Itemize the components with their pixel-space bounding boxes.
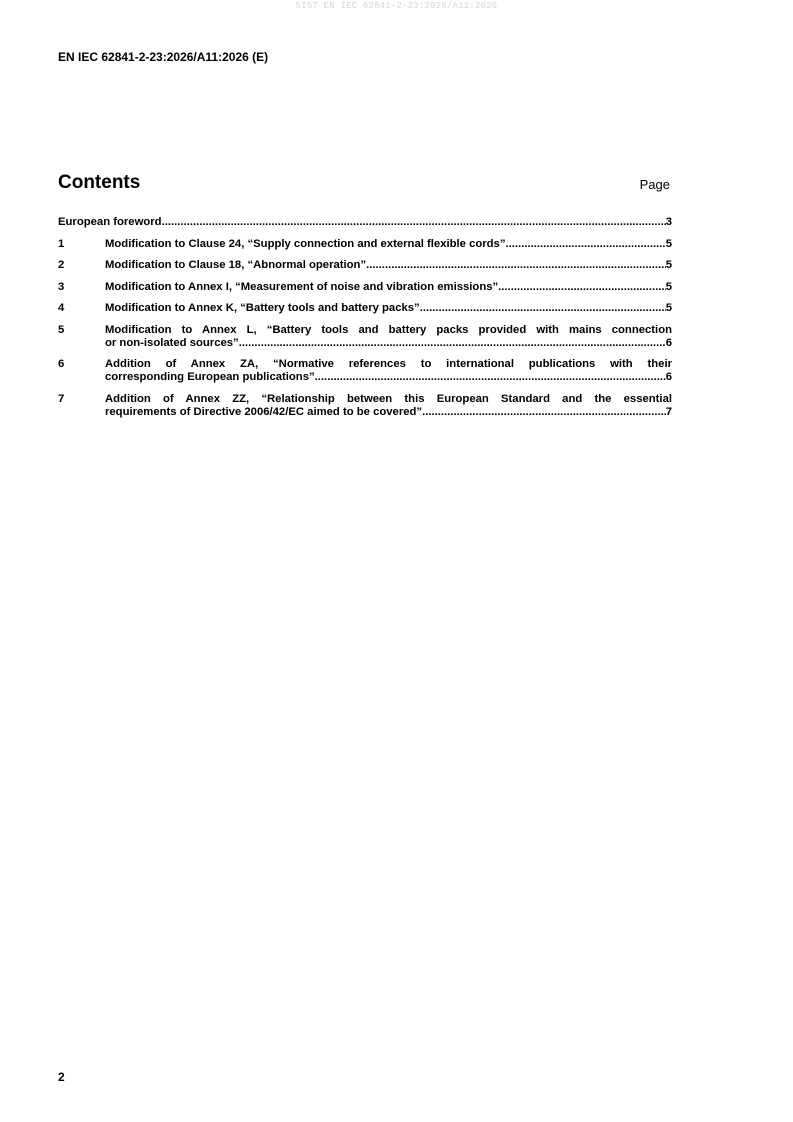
toc-entry-page: 5 (665, 237, 672, 250)
contents-title: Contents (58, 172, 141, 193)
toc-entry-number: 7 (58, 392, 65, 405)
toc-entry-5[interactable] (58, 324, 672, 350)
toc-entry-page: 5 (665, 259, 672, 271)
toc-entry-text: Modification to Annex K, “Battery tools and battery packs” (105, 302, 420, 314)
page-column-label: Page (639, 177, 670, 192)
toc-entry-number: 2 (58, 259, 65, 271)
dot-leader (239, 337, 666, 350)
toc-entry-7[interactable] (58, 393, 672, 419)
toc-entry-4[interactable] (58, 302, 672, 315)
toc-entry-text-line2: or non-isolated sources” (105, 336, 239, 349)
toc-entry-page: 5 (665, 280, 672, 293)
toc-entry-page: 3 (665, 216, 672, 228)
toc-entry-1[interactable] (58, 238, 672, 251)
toc-entry-text-line1: Modification to Annex L, “Battery tools and battery packs provided with mains connection (105, 323, 672, 336)
toc-entry-text: Modification to Clause 24, “Supply connection and external flexible cords” (105, 237, 506, 250)
dot-leader (422, 406, 666, 419)
dot-leader (506, 238, 666, 251)
toc-entry-page: 6 (665, 371, 672, 383)
toc-entry-text: Modification to Clause 18, “Abnormal operation” (105, 259, 367, 271)
toc-entry-page: 6 (665, 336, 672, 349)
dot-leader (420, 302, 666, 315)
toc-entry-number: 4 (58, 302, 65, 314)
toc-entry-text: European foreword (58, 216, 162, 228)
dot-leader (498, 281, 666, 294)
contents-heading (58, 172, 672, 196)
toc-entry-page: 7 (665, 405, 672, 418)
toc-entry-text-line1: Addition of Annex ZA, “Normative references to international publications with their (105, 358, 672, 370)
toc-entry-6[interactable] (58, 358, 672, 384)
toc-entry-page: 5 (665, 302, 672, 314)
toc-entry-text-line2: requirements of Directive 2006/42/EC aimed to be covered” (105, 405, 423, 418)
toc-entry-number: 6 (58, 358, 65, 370)
dot-leader (162, 216, 666, 229)
dot-leader (315, 371, 666, 384)
dot-leader (366, 259, 666, 272)
table-of-contents (58, 216, 672, 427)
toc-entry-foreword[interactable] (58, 216, 672, 229)
toc-entry-2[interactable] (58, 259, 672, 272)
toc-entry-text-line2: corresponding European publications” (105, 371, 315, 383)
watermark: SIST EN IEC 62841-2-23:2026/A11:2026 (295, 1, 498, 11)
document-reference: EN IEC 62841-2-23:2026/A11:2026 (E) (58, 50, 269, 64)
toc-entry-number: 3 (58, 280, 65, 293)
toc-entry-text-line1: Addition of Annex ZZ, “Relationship between this European Standard and the essential (105, 392, 672, 405)
page-number: 2 (58, 1070, 65, 1084)
toc-entry-3[interactable] (58, 281, 672, 294)
toc-entry-number: 1 (58, 237, 65, 250)
toc-entry-text: Modification to Annex I, “Measurement of noise and vibration emissions” (105, 280, 499, 293)
toc-entry-number: 5 (58, 323, 65, 336)
